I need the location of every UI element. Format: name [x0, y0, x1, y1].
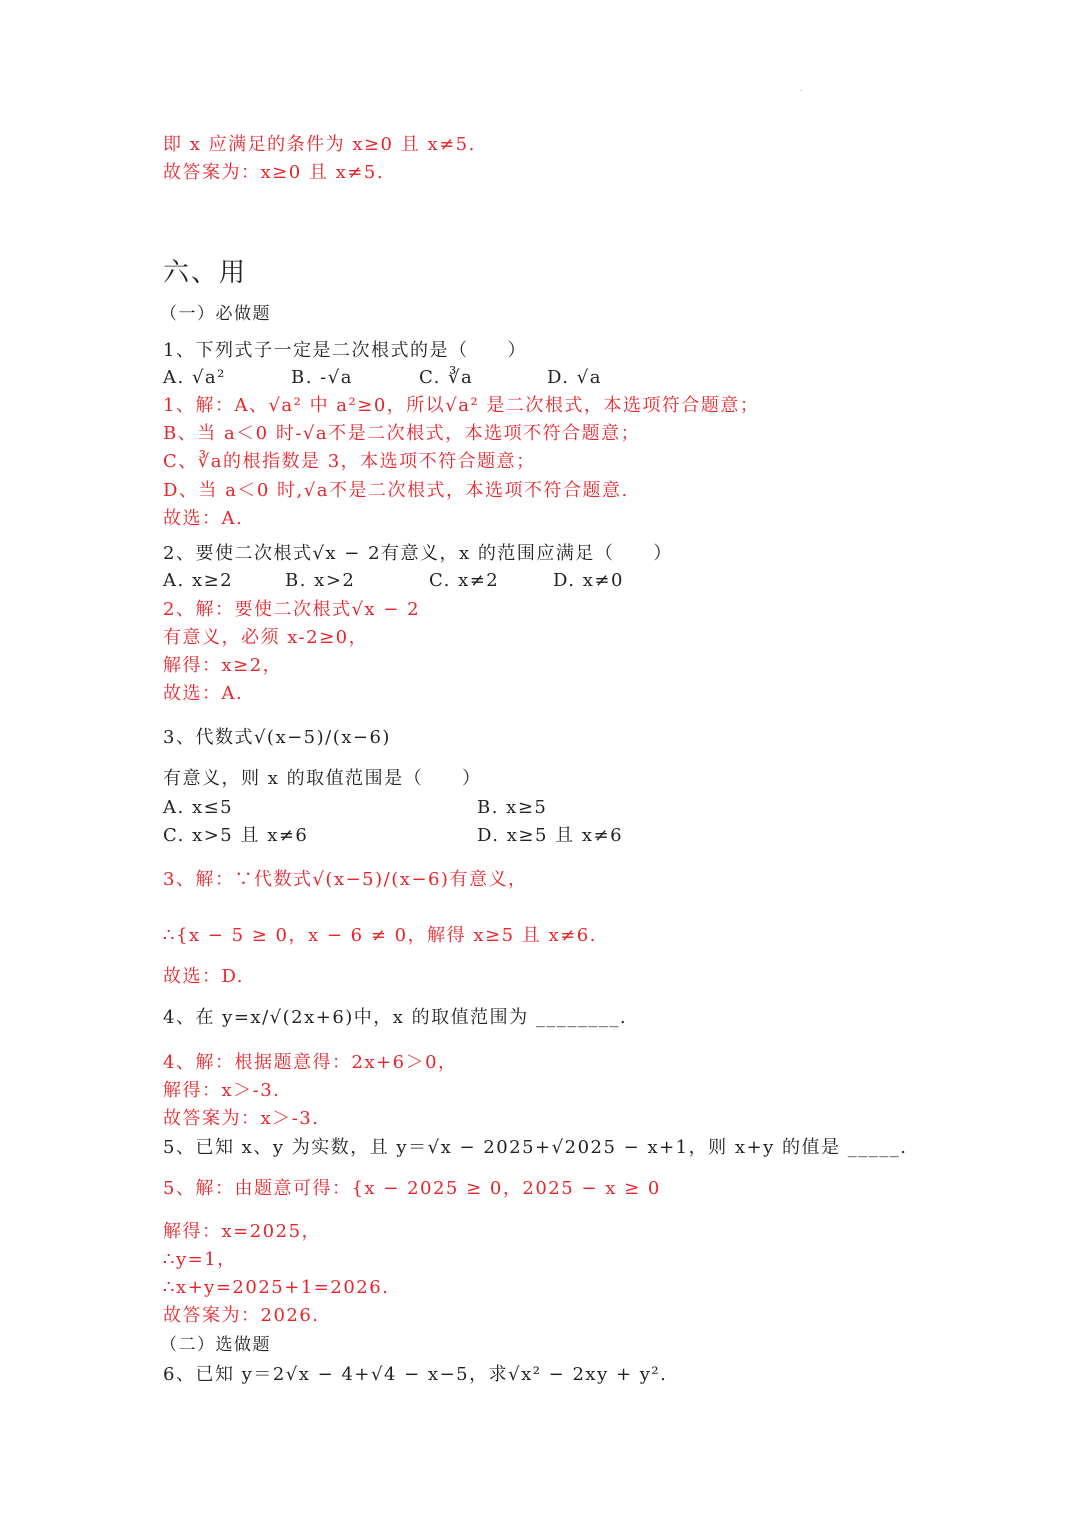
q1-sol-2: B、当 a＜0 时-√a不是二次根式，本选项不符合题意；: [163, 423, 641, 444]
q5-stem: 5、已知 x、y 为实数，且 y＝√x − 2025+√2025 − x+1，则 x+y 的值是 _____.: [163, 1137, 908, 1158]
q3-options-row-2: [163, 825, 623, 847]
q2-sol-4: 故选：A.: [163, 683, 244, 704]
q5-sol-2: 解得：x=2025，: [163, 1221, 322, 1242]
q3-stem: 3、代数式√(x−5)/(x−6): [163, 727, 391, 748]
q1-sol-4: D、当 a＜0 时,√a不是二次根式，本选项不符合题意.: [163, 480, 629, 501]
q1-option-b: B. -√a: [291, 367, 353, 388]
q4-sol-1: 4、解：根据题意得：2x+6＞0，: [163, 1052, 458, 1073]
q5-sol-1: 5、解：由题意可得：{x − 2025 ≥ 0，2025 − x ≥ 0: [163, 1178, 661, 1199]
q5-sol-5: 故答案为：2026.: [163, 1305, 320, 1326]
q3-option-a: A. x≤5: [163, 797, 234, 818]
q2-option-c: C. x≠2: [429, 570, 500, 591]
q3-sol-2: ∴{x − 5 ≥ 0，x − 6 ≠ 0，解得 x≥5 且 x≠6.: [163, 925, 597, 946]
q4-sol-3: 故答案为：x＞-3.: [163, 1108, 320, 1129]
required-label: （一）必做题: [160, 304, 271, 324]
q3-option-d: D. x≥5 且 x≠6: [477, 825, 624, 846]
q2-option-d: D. x≠0: [553, 570, 624, 591]
section-title: 六、用: [163, 258, 248, 288]
q1-sol-1: 1、解：A、√a² 中 a²≥0，所以√a² 是二次根式，本选项符合题意；: [163, 395, 760, 416]
q3-stem-2: 有意义，则 x 的取值范围是（ ）: [163, 768, 482, 789]
intro-line-1: 即 x 应满足的条件为 x≥0 且 x≠5.: [163, 134, 476, 155]
optional-label: （二）选做题: [160, 1335, 271, 1355]
q3-options-row-1: [163, 797, 547, 819]
corner-mark: ·: [800, 88, 802, 95]
q1-stem: 1、下列式子一定是二次根式的是（ ）: [163, 340, 527, 361]
q2-option-b: B. x>2: [285, 570, 356, 591]
q3-sol-3: 故选：D.: [163, 966, 245, 987]
q1-option-a: A. √a²: [163, 367, 226, 388]
q1-sol-5: 故选：A.: [163, 508, 244, 529]
q1-sol-3: C、∛a的根指数是 3，本选项不符合题意；: [163, 451, 536, 472]
intro-line-2: 故答案为：x≥0 且 x≠5.: [163, 162, 385, 183]
q3-sol-1: 3、解：∵代数式√(x−5)/(x−6)有意义，: [163, 869, 528, 890]
q2-options: [163, 570, 624, 592]
q4-stem: 4、在 y=x/√(2x+6)中，x 的取值范围为 ________.: [163, 1007, 628, 1028]
q2-option-a: A. x≥2: [163, 570, 234, 591]
q1-options: [163, 367, 602, 389]
q2-sol-2: 有意义，必须 x-2≥0，: [163, 627, 369, 648]
q5-sol-3: ∴y=1，: [163, 1249, 237, 1270]
q6-stem: 6、已知 y＝2√x − 4+√4 − x−5，求√x² − 2xy + y².: [163, 1364, 668, 1385]
q2-sol-1: 2、解：要使二次根式√x − 2: [163, 599, 421, 620]
q3-option-c: C. x>5 且 x≠6: [163, 825, 309, 846]
q1-option-d: D. √a: [547, 367, 602, 388]
q5-sol-4: ∴x+y=2025+1=2026.: [163, 1277, 390, 1298]
q1-option-c: C. ∛a: [419, 367, 474, 388]
q3-option-b: B. x≥5: [477, 797, 548, 818]
q4-sol-2: 解得：x＞-3.: [163, 1080, 281, 1101]
q2-sol-3: 解得：x≥2，: [163, 655, 283, 676]
q2-stem: 2、要使二次根式√x − 2有意义，x 的范围应满足（ ）: [163, 543, 673, 564]
